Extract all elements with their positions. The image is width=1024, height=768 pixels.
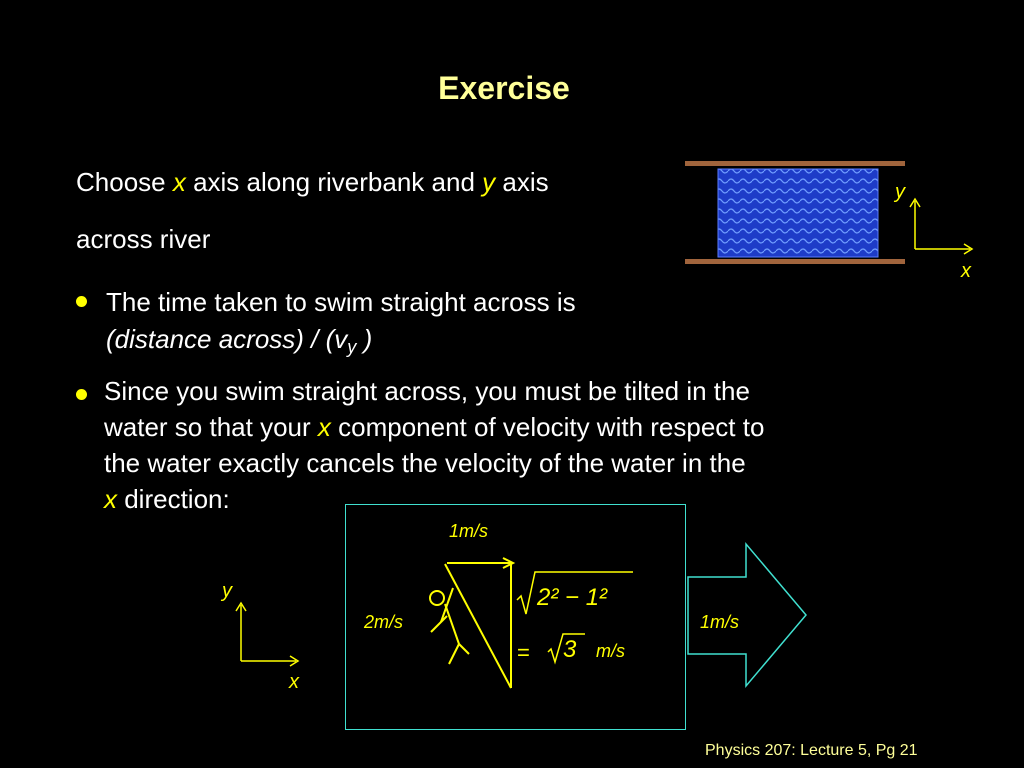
intro-x-var: x	[172, 167, 186, 197]
diagram-x-label: x	[289, 671, 299, 693]
sqrt-expression: 2² − 1²	[537, 584, 608, 611]
bullet-2-text	[104, 373, 764, 517]
bullet-2-x-var-2: x	[104, 484, 117, 514]
river-illustration	[680, 155, 980, 285]
bullet-2-x-var: x	[317, 412, 331, 442]
river-bank-bottom	[685, 259, 905, 264]
bullet-2-line-2	[104, 409, 764, 445]
diagram-y-label: y	[222, 580, 232, 602]
intro-text-c: axis	[495, 167, 549, 197]
slide-title: Exercise	[438, 70, 570, 106]
bullet-1-text: The time taken to swim straight across is	[106, 287, 576, 317]
top-speed-label: 1m/s	[449, 521, 489, 541]
side-speed-label: 2m/s	[364, 612, 404, 632]
bullet-1-dot	[76, 296, 87, 307]
bullet-2-line-2-pre: water so that your	[104, 412, 318, 442]
result-sqrt-value: 3	[563, 636, 577, 663]
intro-text-a: Choose	[76, 167, 173, 197]
slide-footer: Physics 207: Lecture 5, Pg 21	[705, 742, 918, 759]
bullet-2-dot	[76, 389, 87, 400]
river-y-label: y	[895, 181, 905, 203]
intro-y-var: y	[482, 167, 496, 197]
bullet-2-line-3: the water exactly cancels the velocity of the water in the	[104, 448, 746, 478]
bullet-2-line-1: Since you swim straight across, you must be tilted in the	[104, 376, 750, 406]
bullet-1-formula	[106, 321, 372, 365]
bullet-1-formula-post: )	[356, 324, 373, 354]
diagram-axes	[230, 595, 310, 675]
intro-line-1	[76, 167, 549, 198]
bullet-1-formula-sub: y	[347, 337, 357, 357]
bullet-2-line-4-post: direction:	[117, 484, 230, 514]
result-unit: m/s	[596, 641, 625, 661]
intro-line-2: across river	[76, 224, 211, 254]
intro-text-b: axis along riverbank and	[185, 167, 483, 197]
resultant-vector	[445, 564, 511, 688]
result-equals: =	[517, 640, 530, 665]
river-x-label: x	[961, 260, 971, 282]
bullet-1-formula-pre: (distance across) / (v	[106, 324, 348, 354]
river-water	[718, 169, 878, 257]
river-bank-top	[685, 161, 905, 166]
water-speed-label: 1m/s	[700, 612, 740, 632]
bullet-2-line-2-post: component of velocity with respect to	[330, 412, 765, 442]
